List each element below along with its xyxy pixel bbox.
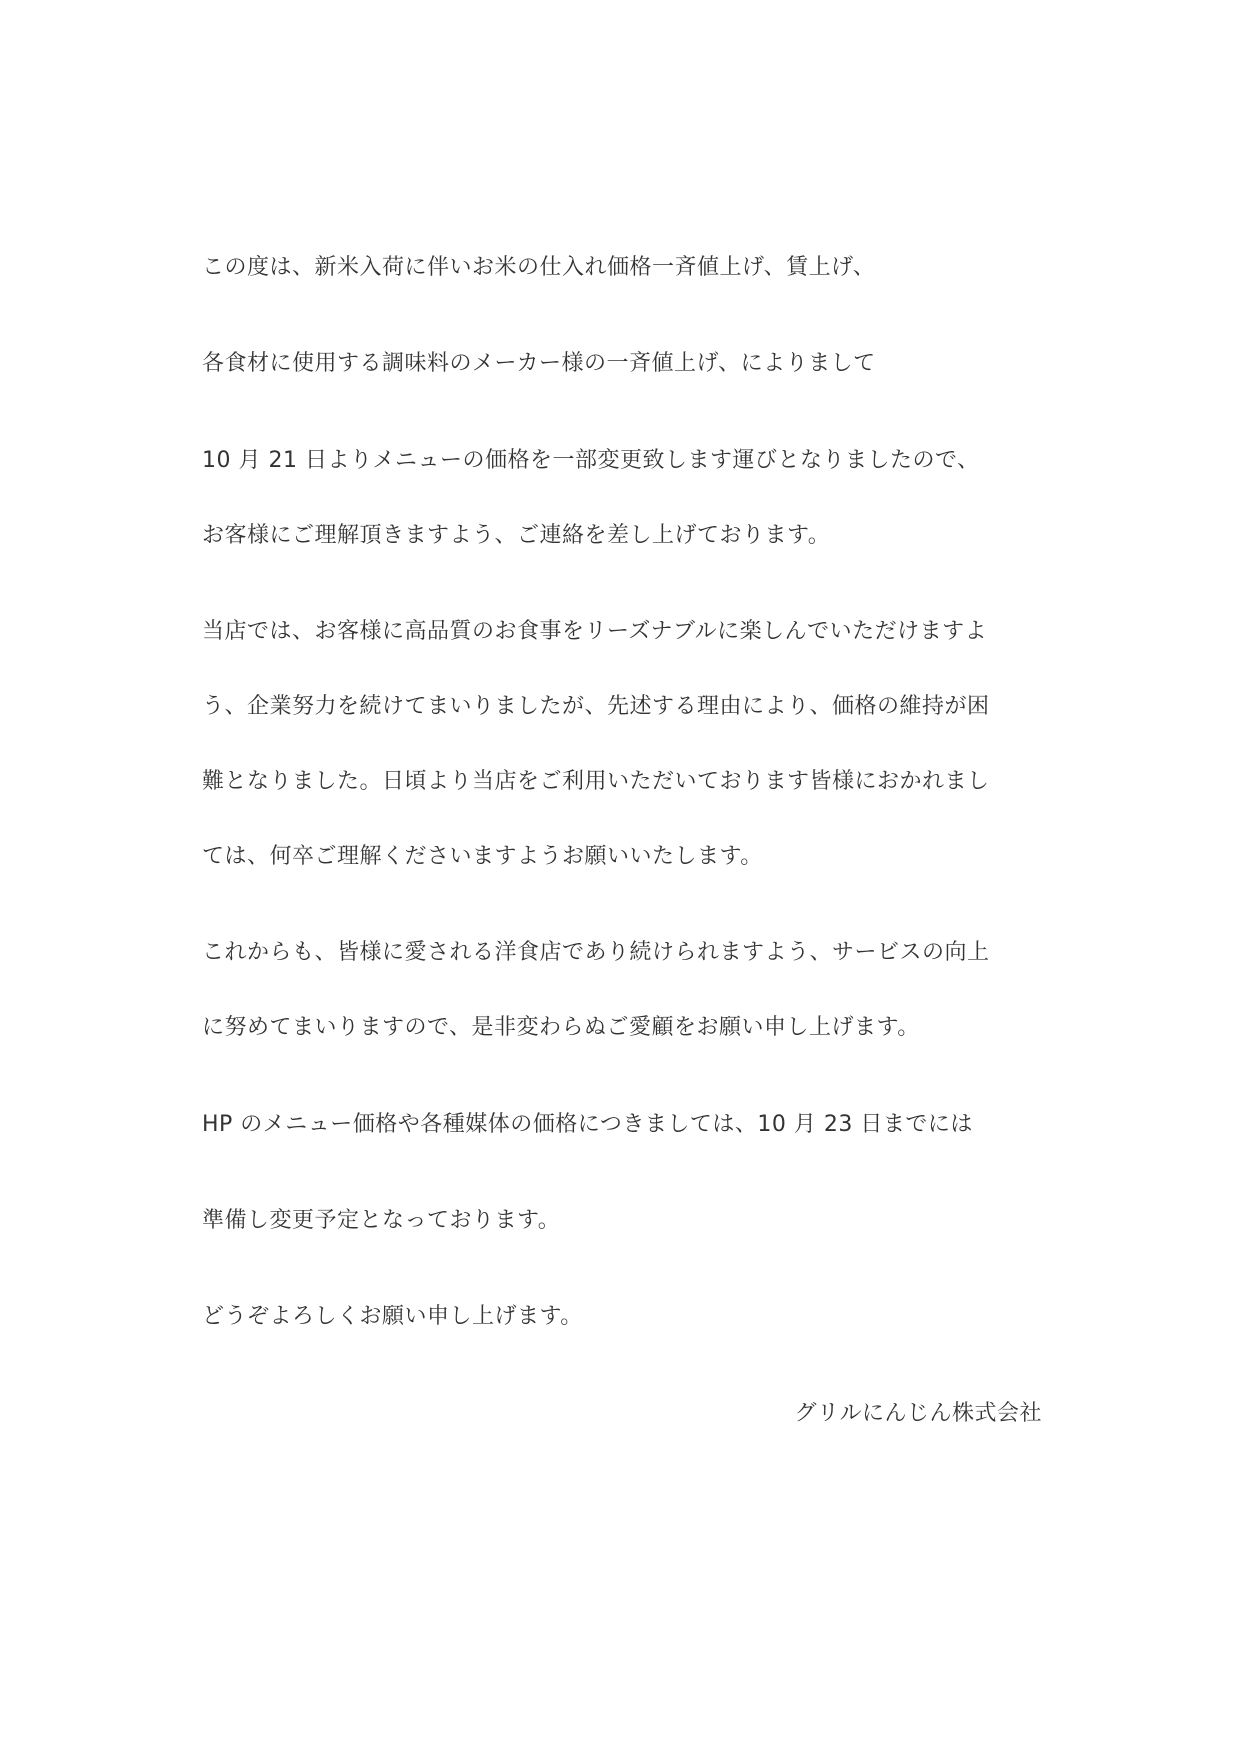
notice-line-6: う、企業努力を続けてまいりましたが、先述する理由により、価格の維持が困 bbox=[202, 694, 990, 719]
company-signature: グリルにんじん株式会社 bbox=[794, 1401, 1042, 1426]
notice-line-13: どうぞよろしくお願い申し上げます。 bbox=[202, 1304, 583, 1329]
notice-line-3: 10 月 21 日よりメニューの価格を一部変更致します運びとなりましたので、 bbox=[202, 448, 980, 473]
notice-line-2: 各食材に使用する調味料のメーカー様の一斉値上げ、によりまして bbox=[202, 351, 876, 376]
notice-line-5: 当店では、お客様に高品質のお食事をリーズナブルに楽しんでいただけますよ bbox=[202, 619, 988, 644]
notice-line-4: お客様にご理解頂きますよう、ご連絡を差し上げております。 bbox=[202, 523, 831, 548]
notice-line-12: 準備し変更予定となっております。 bbox=[202, 1208, 561, 1233]
notice-line-11: HP のメニュー価格や各種媒体の価格につきましては、10 月 23 日までには bbox=[202, 1112, 973, 1137]
notice-line-10: に努めてまいりますので、是非変わらぬご愛顧をお願い申し上げます。 bbox=[202, 1015, 920, 1040]
notice-line-9: これからも、皆様に愛される洋食店であり続けられますよう、サービスの向上 bbox=[202, 940, 990, 965]
notice-line-8: ては、何卒ご理解くださいますようお願いいたします。 bbox=[202, 844, 763, 869]
notice-line-1: この度は、新米入荷に伴いお米の仕入れ価格一斉値上げ、賃上げ、 bbox=[202, 255, 876, 280]
notice-line-7: 難となりました。日頃より当店をご利用いただいております皆様におかれまし bbox=[202, 769, 990, 794]
